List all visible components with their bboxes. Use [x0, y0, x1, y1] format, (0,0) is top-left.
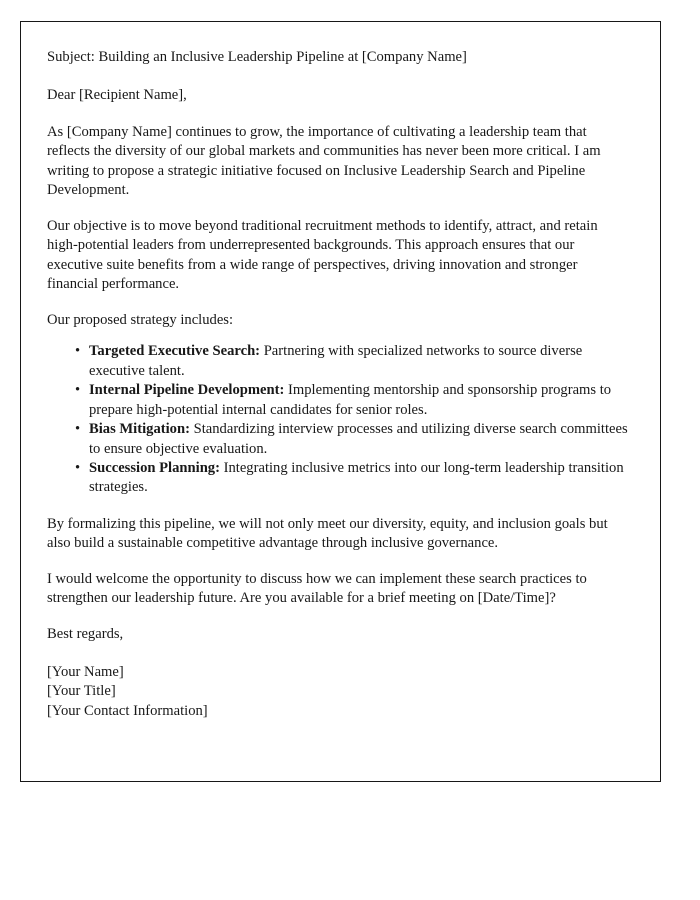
paragraph-opening: As [Company Name] continues to grow, the importance of cultivating a leadership team that reflects the diversity of our global markets and communities has never been more critical. I am writing to propose a strategic initiative focused on Inclusive Leadership Search and Pipeline Development. — [47, 123, 601, 199]
list-item-lead: Succession Planning: — [89, 459, 220, 476]
strategy-lead-in: Our proposed strategy includes: — [47, 312, 234, 329]
paragraph-objective: Our objective is to move beyond traditional recruitment methods to identify, attract, and retain high-potential leaders from underrepresented backgrounds. This approach ensures that our executive suite benefits from a wide range of perspectives, driving innovation and stronger financial performance. — [47, 217, 598, 293]
paragraph-closing-request: I would welcome the opportunity to discuss how we can implement these search practices to strengthen our leadership future. Are you available for a brief meeting on [Date/Time]? — [47, 571, 587, 607]
subject-line: Subject: Building an Inclusive Leadership Pipeline at [Company Name] — [47, 49, 467, 65]
signature-name: [Your Name] — [47, 663, 124, 680]
list-item — [47, 381, 631, 420]
list-item-lead: Targeted Executive Search: — [89, 343, 261, 360]
signature-block — [47, 663, 631, 721]
list-item-lead: Internal Pipeline Development: — [89, 382, 285, 399]
list-item-text: Implementing mentorship and sponsorship programs to prepare high-potential internal candidates for senior roles. — [89, 382, 612, 418]
list-item-text: Partnering with specialized networks to source diverse executive talent. — [89, 343, 583, 379]
list-item — [47, 420, 631, 459]
list-item-text: Integrating inclusive metrics into our long-term leadership transition strategies. — [89, 459, 624, 496]
list-item-text: Standardizing interview processes and utilizing diverse search committees to ensure objective evaluation. — [89, 421, 628, 457]
list-item-lead: Bias Mitigation: — [89, 421, 190, 438]
strategy-list — [47, 342, 631, 497]
document-frame — [20, 21, 661, 782]
signoff: Best regards, — [47, 626, 124, 643]
salutation: Dear [Recipient Name], — [47, 87, 187, 104]
paragraph-formalizing: By formalizing this pipeline, we will not only meet our diversity, equity, and inclusion goals but also build a sustainable competitive advantage through inclusive governance. — [47, 515, 608, 552]
signature-title: [Your Title] — [47, 683, 116, 700]
signature-contact: [Your Contact Information] — [47, 702, 208, 719]
letter-body — [47, 48, 631, 721]
list-item — [47, 459, 631, 498]
list-item — [47, 342, 631, 381]
